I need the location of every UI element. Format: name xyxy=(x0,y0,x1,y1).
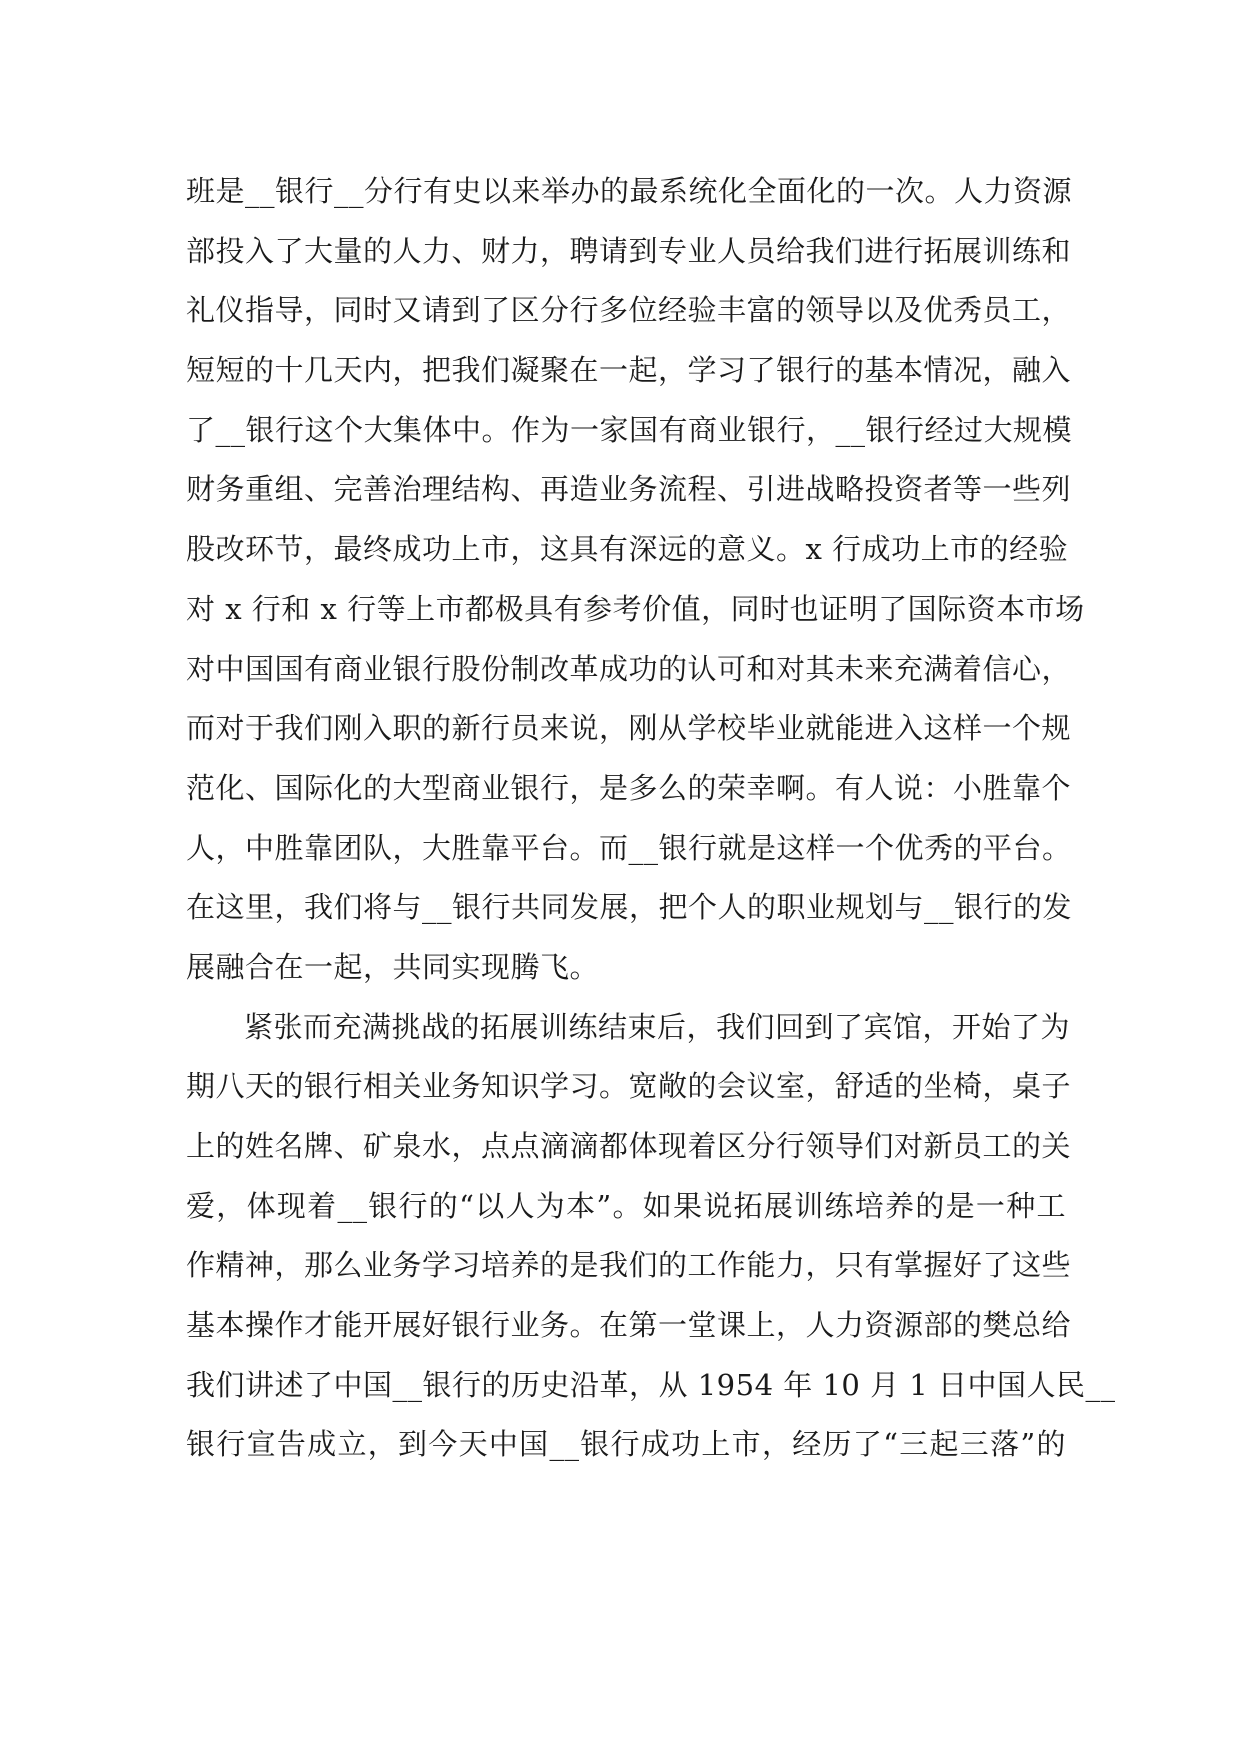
text-line: 财务重组、完善治理结构、再造业务流程、引进战略投资者等一些列 xyxy=(186,472,1072,507)
text-line: 班是__银行__分行有史以来举办的最系统化全面化的一次。人力资源 xyxy=(186,174,1073,208)
text-line: 股改环节，最终成功上市，这具有深远的意义。x 行成功上市的经验 xyxy=(186,532,1069,567)
text-line: 礼仪指导，同时又请到了区分行多位经验丰富的领导以及优秀员工， xyxy=(186,293,1072,328)
text-line: 基本操作才能开展好银行业务。在第一堂课上，人力资源部的樊总给 xyxy=(186,1308,1072,1343)
text-line: 爱，体现着__银行的“以人为本”。如果说拓展训练培养的是一种工 xyxy=(186,1188,1066,1223)
text-line: 范化、国际化的大型商业银行，是多么的荣幸啊。有人说：小胜靠个 xyxy=(186,770,1072,805)
text-line: 短短的十几天内，把我们凝聚在一起，学习了银行的基本情况，融入 xyxy=(186,353,1072,388)
text-line: 期八天的银行相关业务知识学习。宽敞的会议室，舒适的坐椅，桌子 xyxy=(186,1069,1072,1104)
text-line: 人，中胜靠团队，大胜靠平台。而__银行就是这样一个优秀的平台。 xyxy=(186,830,1072,865)
text-line: 在这里，我们将与__银行共同发展，把个人的职业规划与__银行的发 xyxy=(186,890,1073,925)
text-line: 了__银行这个大集体中。作为一家国有商业银行，__银行经过大规模 xyxy=(186,412,1073,447)
body-text xyxy=(186,162,1116,1475)
text-line: 展融合在一起，共同实现腾飞。 xyxy=(186,949,600,984)
text-line: 对中国国有商业银行股份制改革成功的认可和对其未来充满着信心， xyxy=(186,651,1072,686)
text-line: 我们讲述了中国__银行的历史沿革，从 1954 年 10 月 1 日中国人民__ xyxy=(186,1367,1116,1402)
text-line: 而对于我们刚入职的新行员来说，刚从学校毕业就能进入这样一个规 xyxy=(186,711,1072,746)
text-line: 上的姓名牌、矿泉水，点点滴滴都体现着区分行领导们对新员工的关 xyxy=(186,1129,1072,1163)
text-line: 银行宣告成立，到今天中国__银行成功上市，经历了“三起三落”的 xyxy=(186,1427,1066,1462)
text-line: 对 x 行和 x 行等上市都极具有参考价值，同时也证明了国际资本市场 xyxy=(186,591,1085,626)
text-line: 部投入了大量的人力、财力，聘请到专业人员给我们进行拓展训练和 xyxy=(186,233,1072,268)
text-line: 作精神，那么业务学习培养的是我们的工作能力，只有掌握好了这些 xyxy=(186,1248,1072,1283)
paragraph-first-line: 紧张而充满挑战的拓展训练结束后，我们回到了宾馆，开始了为 xyxy=(244,1009,1071,1044)
